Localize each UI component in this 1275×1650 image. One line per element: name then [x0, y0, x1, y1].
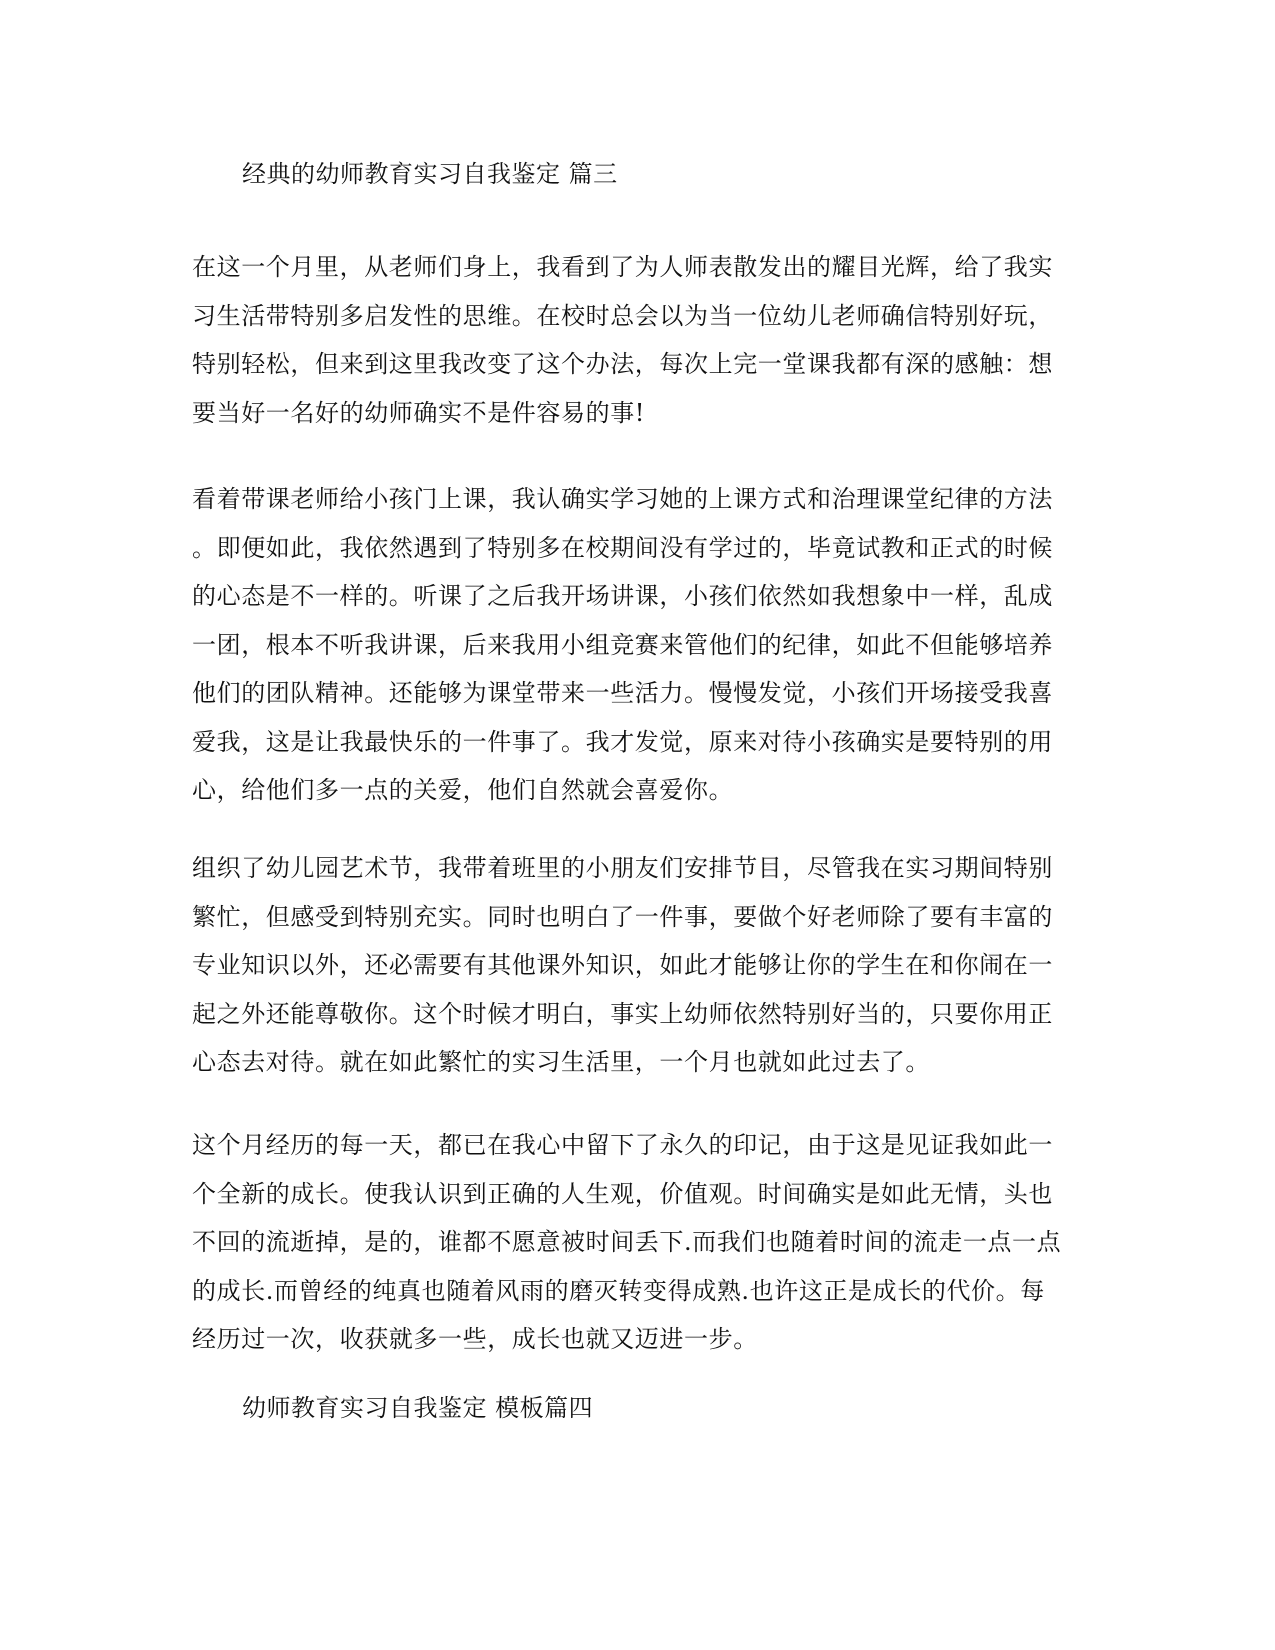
paragraph-line: 繁忙，但感受到特别充实。同时也明白了一件事，要做个好老师除了要有丰富的	[192, 902, 1053, 931]
paragraph-line: 的成长.而曾经的纯真也随着风雨的磨灭转变得成熟.也许这正是成长的代价。每	[192, 1276, 1045, 1305]
paragraph-line: 心，给他们多一点的关爱，他们自然就会喜爱你。	[192, 776, 734, 804]
section-heading-3: 经典的幼师教育实习自我鉴定 篇三	[242, 160, 618, 188]
paragraph-line: 这个月经历的每一天，都已在我心中留下了永久的印记，由于这是见证我如此一	[192, 1131, 1053, 1159]
paragraph-line: 在这一个月里，从老师们身上，我看到了为人师表散发出的耀目光辉，给了我实	[192, 253, 1053, 281]
paragraph-4	[192, 1121, 1072, 1364]
paragraph-line: 他们的团队精神。还能够为课堂带来一些活力。慢慢发觉，小孩们开场接受我喜	[192, 679, 1053, 707]
paragraph-1	[192, 243, 1072, 437]
paragraph-line: 的心态是不一样的。听课了之后我开场讲课，小孩们依然如我想象中一样，乱成	[192, 582, 1053, 610]
paragraph-line: 专业知识以外，还必需要有其他课外知识，如此才能够让你的学生在和你闹在一	[192, 951, 1053, 979]
paragraph-3	[192, 844, 1072, 1087]
paragraph-line: 看着带课老师给小孩门上课，我认确实学习她的上课方式和治理课堂纪律的方法	[192, 485, 1053, 513]
paragraph-line: 爱我，这是让我最快乐的一件事了。我才发觉，原来对待小孩确实是要特别的用	[192, 727, 1053, 756]
paragraph-line: 经历过一次，收获就多一些，成长也就又迈进一步。	[192, 1325, 758, 1353]
paragraph-line: 特别轻松，但来到这里我改变了这个办法，每次上完一堂课我都有深的感触：想	[192, 350, 1053, 378]
paragraph-line: 心态去对待。就在如此繁忙的实习生活里，一个月也就如此过去了。	[192, 1048, 930, 1076]
paragraph-line: 起之外还能尊敬你。这个时候才明白，事实上幼师依然特别好当的，只要你用正	[192, 999, 1053, 1028]
paragraph-line: 不回的流逝掉，是的，谁都不愿意被时间丢下.而我们也随着时间的流走一点一点	[192, 1228, 1062, 1256]
paragraph-line: 一团，根本不听我讲课，后来我用小组竞赛来管他们的纪律，如此不但能够培养	[192, 630, 1053, 659]
paragraph-line: 习生活带特别多启发性的思维。在校时总会以为当一位幼儿老师确信特别好玩，	[192, 301, 1053, 330]
paragraph-line: 个全新的成长。使我认识到正确的人生观，价值观。时间确实是如此无情，头也	[192, 1179, 1053, 1208]
section-heading-4: 幼师教育实习自我鉴定 模板篇四	[242, 1394, 594, 1422]
paragraph-line: 要当好一名好的幼师确实不是件容易的事!	[192, 398, 646, 427]
paragraph-line: 。即便如此，我依然遇到了特别多在校期间没有学过的，毕竟试教和正式的时候	[192, 533, 1053, 562]
paragraph-line: 组织了幼儿园艺术节，我带着班里的小朋友们安排节目，尽管我在实习期间特别	[192, 854, 1053, 882]
paragraph-2	[192, 475, 1072, 815]
